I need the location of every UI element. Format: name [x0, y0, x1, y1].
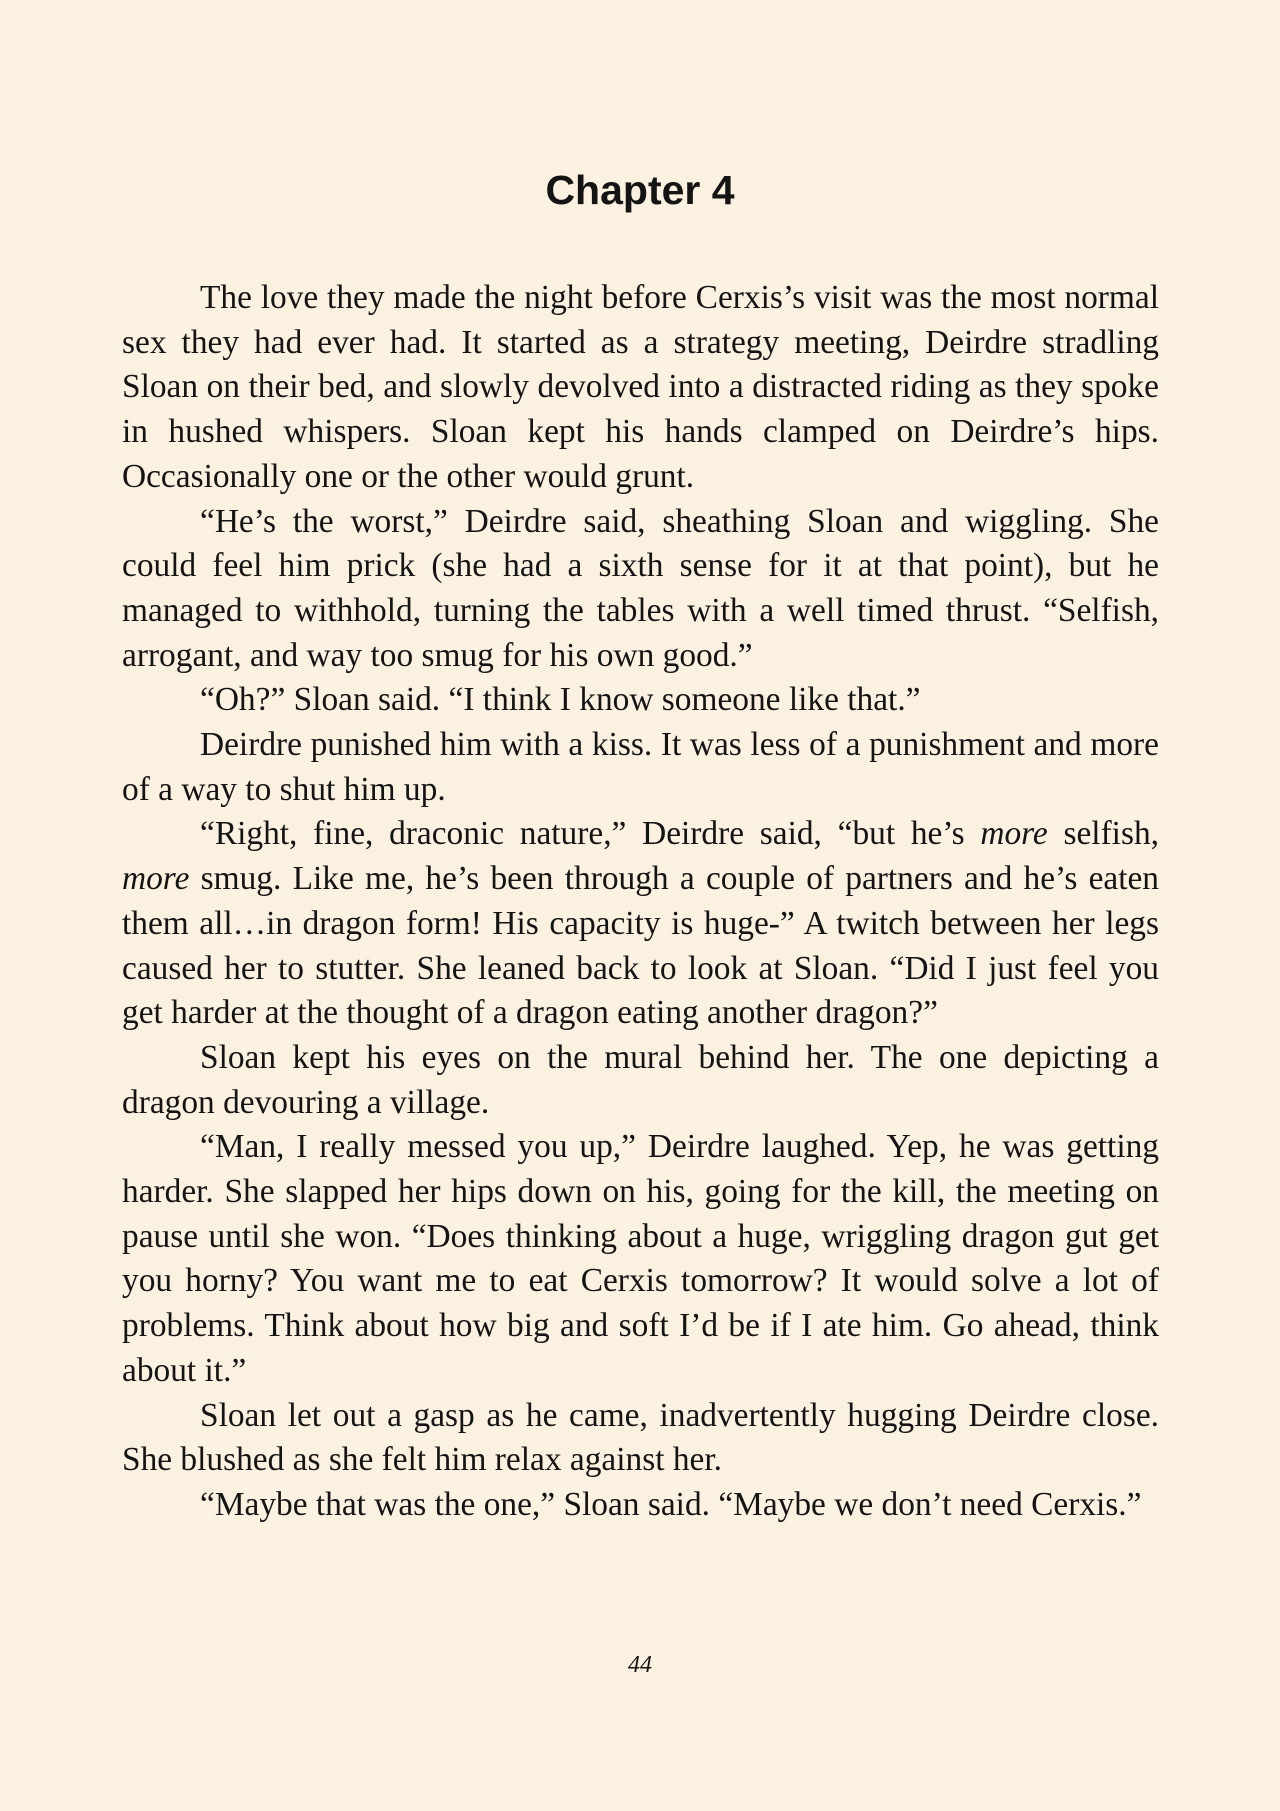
paragraph [122, 723, 1159, 812]
chapter-body [122, 276, 1159, 1528]
emphasized-text: more [122, 860, 190, 898]
chapter-title: Chapter 4 [545, 167, 735, 213]
paragraph-text: Sloan let out a gasp as he came, inadvertently hugging Deirdre close. She blushed as she felt him relax against her. [122, 1396, 1159, 1479]
paragraph-text: The love they made the night before Cerxis’s visit was the most normal sex they had ever had. It started as a strategy meeting, Deirdre stradling Sloan on their bed, and slowly devolved into a distracted riding as they spoke in hushed whispers. Sloan kept his hands clamped on Deirdre’s hips. Occasionally one or the other would grunt. [122, 279, 1159, 495]
paragraph-text: “He’s the worst,” Deirdre said, sheathing Sloan and wiggling. She could feel him prick (she had a sixth sense for it at that point), but he managed to withhold, turning the tables with a well timed thrust. “Selfish, arrogant, and way too smug for his own good.” [122, 502, 1159, 674]
page-number: 44 [628, 1652, 652, 1678]
paragraph [122, 678, 1159, 723]
paragraph-text: “Maybe that was the one,” Sloan said. “Maybe we don’t need Cerxis.” [200, 1485, 1142, 1523]
paragraph-text: “Right, fine, draconic nature,” Deirdre said, “but he’s [200, 815, 981, 853]
paragraph [122, 1394, 1159, 1483]
paragraph-text: “Oh?” Sloan said. “I think I know someone like that.” [200, 681, 921, 719]
paragraph [122, 1036, 1159, 1125]
paragraph-text: Deirdre punished him with a kiss. It was less of a punishment and more of a way to shut him up. [122, 726, 1159, 808]
paragraph [122, 1483, 1159, 1528]
paragraph [122, 276, 1159, 500]
paragraph [122, 1125, 1159, 1393]
paragraph-text: smug. Like me, he’s been through a couple of partners and he’s eaten them all…in dragon form! His capacity is huge-” A twitch between her legs caused her to stutter. She leaned back to look at Sloan. “Did I just feel you get harder at the thought of a dragon eating another dragon?” [122, 860, 1159, 1032]
paragraph-text: selfish, [1047, 815, 1159, 853]
emphasized-text: more [980, 815, 1048, 853]
paragraph [122, 812, 1159, 1036]
paragraph-text: Sloan kept his eyes on the mural behind her. The one depicting a dragon devouring a village. [122, 1038, 1159, 1121]
paragraph [122, 500, 1159, 679]
paragraph-text: “Man, I really messed you up,” Deirdre laughed. Yep, he was getting harder. She slapped her hips down on his, going for the kill, the meeting on pause until she won. “Does thinking about a huge, wriggling dragon gut get you horny? You want me to eat Cerxis tomorrow? It would solve a lot of problems. Think about how big and soft I’d be if I ate him. Go ahead, think about it.” [122, 1128, 1159, 1389]
